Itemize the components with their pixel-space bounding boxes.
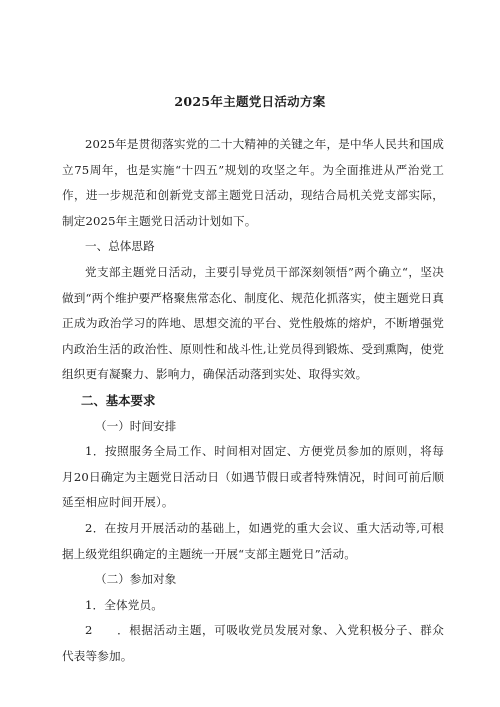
overall-approach-paragraph: 党支部主题党日活动，主要引导党员干部深刻领悟”两个确立“，坚决做到“两个维护要严格聚焦常态化、制度化、规范化抓落实，使主题党日真正成为政治学习的阵地、思想交流的平台、党性般炼的熔炉，不断增强党内政治生活的政治性、原则性和战斗性,让党员得到锻炼、受到熏陶，使党组织更有凝聚力、影响力，确保活动落到实处、取得实效。 <box>62 264 444 382</box>
intro-paragraph: 2025年是贯彻落实党的二十大精神的关键之年，是中华人民共和国成立75周年，也是实施“十四五”规划的攻坚之年。为全面推进从严治党工作，进一步规范和创新党支部主题党日活动，现结合局机关党支部实际，制定2025年主题党日活动计划如下。 <box>62 137 444 228</box>
participants-item-1: 1．全体党员。 <box>85 597 163 612</box>
document-body <box>62 132 444 669</box>
time-arrangement-item-1: 1．按照服务全局工作、时间相对固定、方便党员参加的原则，将每月20日确定为主题党日活动日（如遇节假日或者特殊情况，时间可前后顺延至相应时间开展）。 <box>62 444 444 510</box>
section-heading-overall-approach: 一、总体思路 <box>85 239 155 254</box>
section-heading-basic-requirements: 二、基本要求 <box>81 392 156 408</box>
document-title: 2025年主题党日活动方案 <box>174 94 326 109</box>
subheading-participants: （二）参加对象 <box>95 572 177 587</box>
subheading-time-arrangement: （一）时间安排 <box>95 418 177 433</box>
participants-item-2: 2 ．根据活动主题，可吸收党员发展对象、入党积极分子、群众代表等参加。 <box>62 623 444 663</box>
time-arrangement-item-2: 2．在按月开展活动的基础上，如遇党的重大会议、重大活动等,可根据上级党组织确定的主题统一开展“支部主题党日”活动。 <box>62 520 444 561</box>
